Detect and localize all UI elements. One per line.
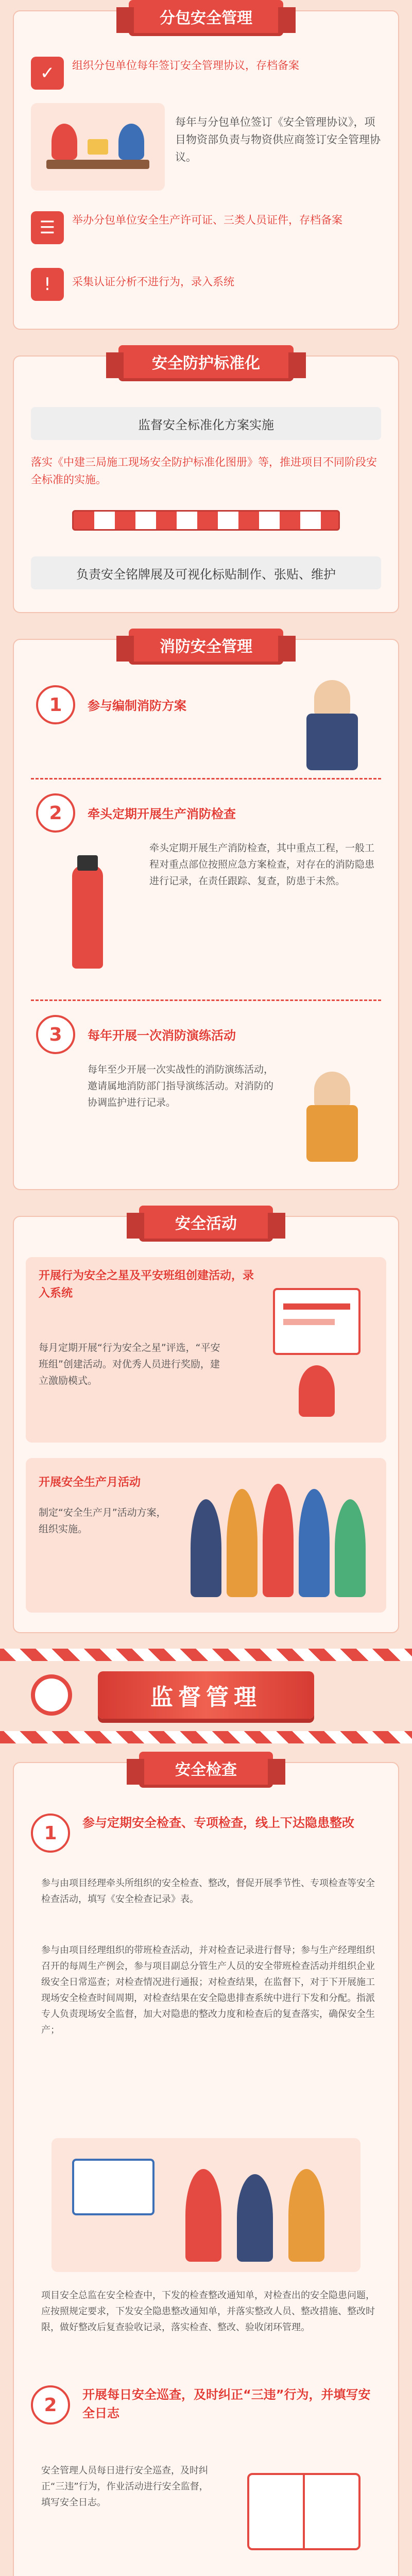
supervision-banner-title: 监督管理: [98, 1671, 314, 1719]
doc-icon: ☰: [31, 211, 64, 244]
check-item-2-text: 安全管理人员每日进行安全巡查，及时纠正“三违”行为，作业活动进行安全监督，填写安全日志。: [41, 2465, 209, 2508]
check-item-2-title: 开展每日安全巡查，及时纠正“三违”行为，并填写安全日志: [82, 2387, 371, 2420]
fire-item-2-title: 牵头定期开展生产消防检查: [88, 807, 236, 821]
barrier-illustration: [72, 500, 340, 541]
fire-item-2-text: 牵头定期开展生产消防检查，其中重点工程，一般工程对重点部位按照应急方案检查，对存在的消防隐患进行记录，在责任跟踪、复查，防患于未然。: [149, 842, 375, 887]
fire-safety-ribbon: 消防安全管理: [129, 629, 283, 662]
check-item-2-icon: 2: [31, 2385, 70, 2425]
section1-item-4: 采集认证分析不进行为，录入系统: [72, 276, 234, 288]
magnifier-icon: [31, 1674, 72, 1716]
logbook-illustration: [237, 2452, 371, 2555]
section1-item-1: 组织分包单位每年签订安全管理协议，存档备案: [72, 59, 299, 72]
fire-item-3-icon: 3: [36, 1015, 75, 1054]
workers-group-illustration: [185, 1468, 381, 1602]
meeting-illustration: [31, 103, 165, 191]
check-item-1-text-a: 参与由项目经理牵头所组织的安全检查、整改，督促开展季节性、专项检查等安全检查活动，填写《安全检查记录》表。: [41, 1878, 375, 1905]
fire-item-2-icon: 2: [36, 793, 75, 833]
standard-grey-bar: 监督安全标准化方案实施: [31, 407, 381, 440]
safety-check-ribbon: 安全检查: [139, 1752, 273, 1785]
alert-icon: !: [31, 268, 64, 301]
fire-item-3-title: 每年开展一次消防演练活动: [88, 1028, 236, 1043]
shield-icon: ✓: [31, 57, 64, 90]
banner1-bottom-stripe: [0, 1731, 412, 1743]
section1-item-3: 举办分包单位安全生产许可证、三类人员证件，存档备案: [72, 214, 342, 226]
fire-drill-illustration: [288, 1061, 376, 1164]
fire-item-3-text: 每年至少开展一次实战性的消防演练活动，邀请属地消防部门指导演练活动。对消防的协调监护进行记录。: [88, 1064, 274, 1108]
activity-block-1-text: 每月定期开展“行为安全之星”评选，“平安班组”创建活动。对优秀人员进行奖励，建立激励模式。: [39, 1342, 220, 1386]
subcontract-safety-ribbon: 分包安全管理: [129, 0, 283, 33]
fire-item-1-icon: 1: [36, 685, 75, 724]
fire-item-1-title: 参与编制消防方案: [88, 699, 186, 713]
extinguisher-illustration: [41, 850, 134, 979]
activity-block-2-title: 开展安全生产月活动: [39, 1476, 141, 1489]
activity-block-2-text: 制定“安全生产月”活动方案，组织实施。: [39, 1507, 166, 1535]
banner1-top-stripe: [0, 1649, 412, 1661]
activity-board-illustration: [258, 1278, 376, 1422]
check-item-1-text-b: 参与由项目经理组织的带班检查活动，并对检查记录进行督导；参与生产经理组织召开的每周生产例会，参与项目副总分管生产人员的安全带班检查活动并组织企业级安全日常巡查；对检查情况进行通报；对检查结果，在监督下，对于下开展施工现场安全检查时间周期，对检查结果在安全隐患排查系统中进行下发和分配。指派专人负责现场安全监督，加大对隐患的整改力度和检查后的复查落实，确保安全生产；: [41, 1945, 375, 2036]
standard-footer-bar: 负责安全铭牌展及可视化标贴制作、张贴、维护: [31, 556, 381, 589]
activity-block-1-title: 开展行为安全之星及平安班组创建活动，录入系统: [39, 1269, 254, 1300]
section1-item-2: 每年与分包单位签订《安全管理协议》，项目物资部负责与物资供应商签订安全管理协议。: [175, 116, 381, 163]
inspection-illustration: [52, 2138, 360, 2272]
standard-note: 落实《中建三局施工现场安全防护标准化图册》等，推进项目不同阶段安全标准的实施。: [31, 456, 377, 486]
protection-standard-ribbon: 安全防护标准化: [118, 345, 294, 378]
check-item-1-text-c: 项目安全总监在安全检查中，下发的检查整改通知单，对检查出的安全隐患问题，应按照规定要求，下发安全隐患整改通知单，并落实整改人员、整改措施、整改时限，做好整改后复查验收记录，落实检查、整改、验收闭环管理。: [41, 2290, 375, 2333]
fire-separator-1: [31, 778, 381, 779]
firefighter-illustration: [288, 670, 376, 773]
safety-activity-ribbon: 安全活动: [139, 1206, 273, 1239]
check-item-1-title: 参与定期安全检查、专项检查，线上下达隐患整改: [82, 1816, 354, 1830]
fire-separator-2: [31, 999, 381, 1001]
check-item-1-icon: 1: [31, 1814, 70, 1853]
